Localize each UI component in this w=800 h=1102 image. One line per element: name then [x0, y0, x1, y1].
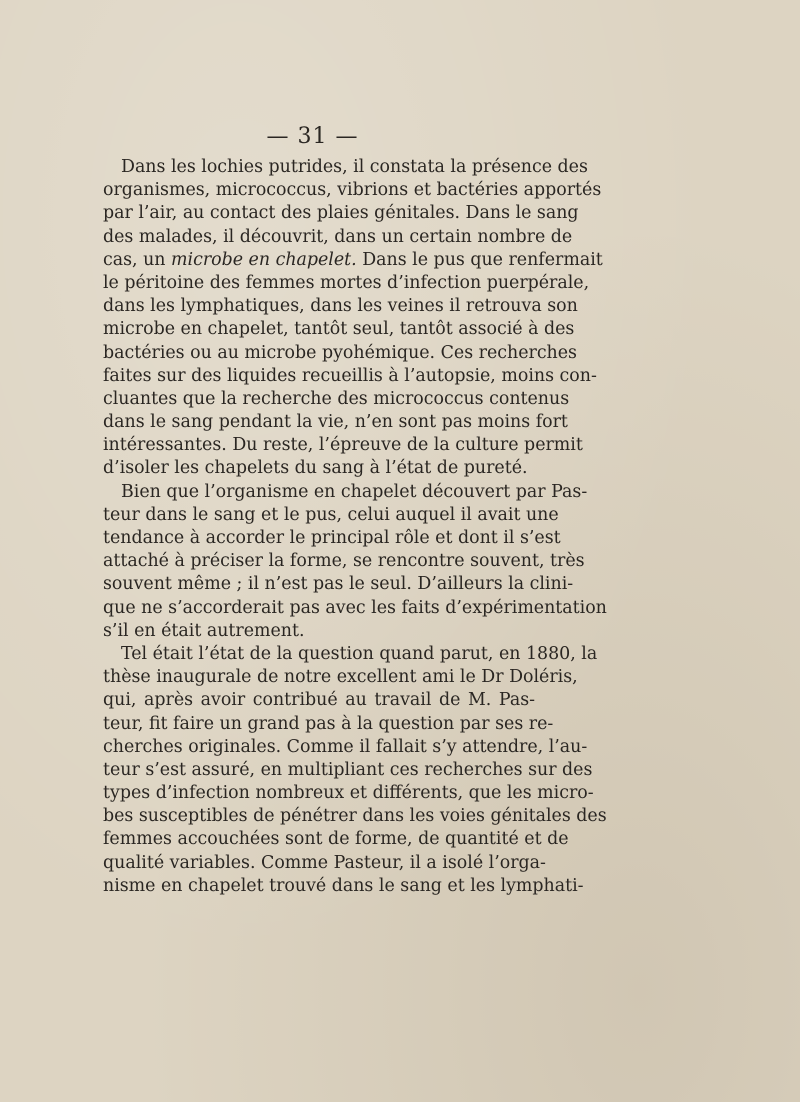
text-line: dans les lymphatiques, dans les veines il retrouva son [103, 296, 578, 317]
text-line: Dans les lochies putrides, il constata la présence des [121, 157, 588, 177]
text-line: teur dans le sang et le pus, celui auquel il avait une [103, 504, 559, 525]
text-line: le péritoine des femmes mortes d’infection puerpérale, [103, 272, 590, 293]
text-line-with-italic [103, 249, 603, 272]
text-line: d’isoler les chapelets du sang à l’état de pureté. [103, 458, 528, 479]
text-line: cluantes que la recherche des micrococcus contenus [103, 388, 570, 409]
text-line: microbe en chapelet, tantôt seul, tantôt associé à des [103, 319, 575, 340]
text-line: dans le sang pendant la vie, n’en sont pas moins fort [103, 412, 568, 433]
text-line: organismes, micrococcus, vibrions et bactéries apportés [103, 180, 602, 201]
text-line: attaché à préciser la forme, se rencontre souvent, très [103, 551, 585, 572]
text-line: femmes accouchées sont de forme, de quantité et de [103, 829, 569, 850]
text-fragment: cas, un [103, 249, 172, 270]
text-line: s’il en était autrement. [103, 620, 305, 641]
text-line: bactéries ou au microbe pyohémique. Ces recherches [103, 342, 577, 363]
text-line: nisme en chapelet trouvé dans le sang et les lymphati- [103, 875, 584, 896]
text-line: cherches originales. Comme il fallait s’y attendre, l’au- [103, 736, 588, 757]
text-line: Bien que l’organisme en chapelet découvert par Pas- [121, 481, 588, 502]
text-line: des malades, il découvrit, dans un certain nombre de [103, 226, 573, 247]
text-line: thèse inaugurale de notre excellent ami le Dr Doléris, [103, 667, 578, 688]
text-line: types d’infection nombreux et différents, que les micro- [103, 783, 594, 804]
text-line: bes susceptibles de pénétrer dans les voies génitales des [103, 806, 607, 827]
text-line: que ne s’accorderait pas avec les faits d’expérimentation [103, 597, 607, 618]
text-line: souvent même ; il n’est pas le seul. D’ailleurs la clini- [103, 574, 574, 595]
text-line: par l’air, au contact des plaies génitales. Dans le sang [103, 203, 579, 224]
text-line: tendance à accorder le principal rôle et dont il s’est [103, 528, 561, 548]
text-line: qualité variables. Comme Pasteur, il a isolé l’orga- [103, 852, 546, 873]
page-number: — 31 — [266, 124, 359, 149]
italic-phrase: microbe en chapelet. [171, 249, 357, 270]
text-fragment: Dans le pus que renfermait [356, 249, 603, 270]
text-line: teur s’est assuré, en multipliant ces recherches sur des [103, 759, 593, 780]
text-line: teur, fit faire un grand pas à la question par ses re- [103, 713, 554, 734]
body-text [103, 156, 607, 898]
text-line: intéressantes. Du reste, l’épreuve de la culture permit [103, 435, 583, 456]
text-line: qui, après avoir contribué au travail de M. Pas- [103, 690, 535, 711]
text-line: Tel était l’état de la question quand parut, en 1880, la [121, 643, 598, 664]
text-line: faites sur des liquides recueillis à l’autopsie, moins con- [103, 365, 597, 386]
